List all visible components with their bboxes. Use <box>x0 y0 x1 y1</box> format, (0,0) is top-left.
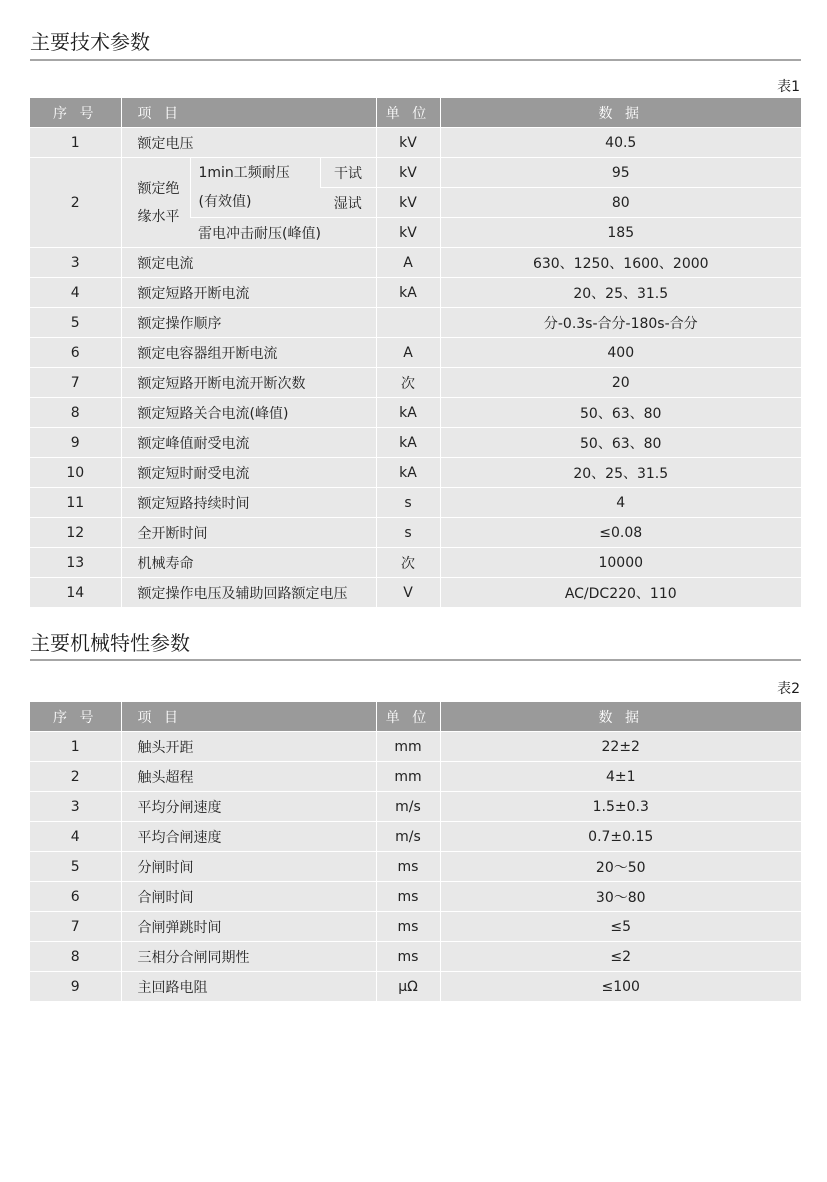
row-unit: kV <box>376 188 440 218</box>
table-row <box>30 128 801 158</box>
row-no: 6 <box>30 882 121 912</box>
row-unit: mm <box>376 762 440 792</box>
row-item-line: 额定绝 <box>137 180 180 197</box>
technical-params-table <box>30 98 801 607</box>
table-row <box>30 942 801 972</box>
row-value: 630、1250、1600、2000 <box>440 248 801 278</box>
row-value: 20、25、31.5 <box>440 278 801 308</box>
row-item: 额定短路开断电流 <box>121 278 376 308</box>
row-unit: s <box>376 518 440 548</box>
row-no: 7 <box>30 368 121 398</box>
row-item: 三相分合闸同期性 <box>121 942 376 972</box>
row-value: 185 <box>440 218 801 248</box>
row-item: 平均合闸速度 <box>121 822 376 852</box>
section-divider <box>30 59 801 61</box>
row-item: 平均分闸速度 <box>121 792 376 822</box>
table-row <box>30 338 801 368</box>
row-unit: kV <box>376 128 440 158</box>
row-value: 50、63、80 <box>440 398 801 428</box>
row-value: 80 <box>440 188 801 218</box>
table-row <box>30 822 801 852</box>
row-unit: 次 <box>376 548 440 578</box>
sub-item-lightning: 雷电冲击耐压(峰值) <box>190 218 376 248</box>
row-value: 40.5 <box>440 128 801 158</box>
sub-item-line: 1min工频耐压 <box>198 164 290 181</box>
row-no: 6 <box>30 338 121 368</box>
section-title-mechanical: 主要机械特性参数 <box>30 631 190 655</box>
row-item: 额定操作顺序 <box>121 308 376 338</box>
row-item: 合闸时间 <box>121 882 376 912</box>
row-unit: kV <box>376 218 440 248</box>
row-no: 7 <box>30 912 121 942</box>
row-no: 1 <box>30 732 121 762</box>
row-unit: mm <box>376 732 440 762</box>
row-unit: A <box>376 338 440 368</box>
table-row <box>30 548 801 578</box>
table-row <box>30 518 801 548</box>
section-divider <box>30 659 801 661</box>
row-value: 10000 <box>440 548 801 578</box>
row-no: 13 <box>30 548 121 578</box>
header-value: 数 据 <box>440 702 801 732</box>
row-value: ≤100 <box>440 972 801 1002</box>
table-row <box>30 458 801 488</box>
table-label: 表2 <box>777 681 800 697</box>
table-row <box>30 882 801 912</box>
row-item-insulation <box>121 158 190 248</box>
sub-item-power-frequency <box>190 158 320 218</box>
table-row <box>30 792 801 822</box>
header-no: 序 号 <box>30 702 121 732</box>
row-value: 分-0.3s-合分-180s-合分 <box>440 308 801 338</box>
row-unit: kA <box>376 398 440 428</box>
table-label: 表1 <box>777 79 800 95</box>
row-item-line: 缘水平 <box>137 208 180 225</box>
row-value: 4±1 <box>440 762 801 792</box>
row-value: 1.5±0.3 <box>440 792 801 822</box>
header-unit: 单 位 <box>376 98 440 128</box>
row-item: 机械寿命 <box>121 548 376 578</box>
row-unit: ms <box>376 852 440 882</box>
row-no: 11 <box>30 488 121 518</box>
row-value: 50、63、80 <box>440 428 801 458</box>
row-unit: μΩ <box>376 972 440 1002</box>
row-value: 20～50 <box>440 852 801 882</box>
row-value: 95 <box>440 158 801 188</box>
row-no: 9 <box>30 428 121 458</box>
row-no: 10 <box>30 458 121 488</box>
row-unit: kA <box>376 278 440 308</box>
row-value: 0.7±0.15 <box>440 822 801 852</box>
table-header-row <box>30 702 801 732</box>
row-value: 4 <box>440 488 801 518</box>
row-unit: ms <box>376 942 440 972</box>
row-item: 额定电压 <box>121 128 376 158</box>
header-item: 项 目 <box>121 702 376 732</box>
row-value: ≤5 <box>440 912 801 942</box>
sub-item-line: (有效值) <box>198 193 252 210</box>
table-row <box>30 578 801 608</box>
row-item: 额定短路开断电流开断次数 <box>121 368 376 398</box>
row-no: 3 <box>30 248 121 278</box>
row-no: 1 <box>30 128 121 158</box>
row-unit: kA <box>376 428 440 458</box>
row-item: 额定短时耐受电流 <box>121 458 376 488</box>
row-value: 30～80 <box>440 882 801 912</box>
row-unit: m/s <box>376 822 440 852</box>
row-no: 4 <box>30 822 121 852</box>
row-item: 触头开距 <box>121 732 376 762</box>
row-no: 14 <box>30 578 121 608</box>
table-row <box>30 158 801 188</box>
row-unit: ms <box>376 912 440 942</box>
row-unit: V <box>376 578 440 608</box>
row-value: 20、25、31.5 <box>440 458 801 488</box>
row-no: 12 <box>30 518 121 548</box>
row-unit: kV <box>376 158 440 188</box>
table-row <box>30 368 801 398</box>
row-value: ≤2 <box>440 942 801 972</box>
row-value: AC/DC220、110 <box>440 578 801 608</box>
row-value: 22±2 <box>440 732 801 762</box>
row-unit: m/s <box>376 792 440 822</box>
row-no: 2 <box>30 762 121 792</box>
sub-condition: 干试 <box>320 158 376 188</box>
row-no: 8 <box>30 398 121 428</box>
row-item: 全开断时间 <box>121 518 376 548</box>
table-row <box>30 488 801 518</box>
header-value: 数 据 <box>440 98 801 128</box>
header-no: 序 号 <box>30 98 121 128</box>
row-item: 分闸时间 <box>121 852 376 882</box>
row-unit: kA <box>376 458 440 488</box>
table-row <box>30 278 801 308</box>
row-item: 主回路电阻 <box>121 972 376 1002</box>
table-row <box>30 732 801 762</box>
table-row <box>30 308 801 338</box>
row-unit: ms <box>376 882 440 912</box>
row-unit: 次 <box>376 368 440 398</box>
row-unit: A <box>376 248 440 278</box>
row-item: 额定操作电压及辅助回路额定电压 <box>121 578 376 608</box>
row-value: ≤0.08 <box>440 518 801 548</box>
row-no: 3 <box>30 792 121 822</box>
row-item: 触头超程 <box>121 762 376 792</box>
row-no: 4 <box>30 278 121 308</box>
row-item: 合闸弹跳时间 <box>121 912 376 942</box>
section-title-technical: 主要技术参数 <box>30 30 150 54</box>
table-row <box>30 398 801 428</box>
table-row <box>30 248 801 278</box>
header-item: 项 目 <box>121 98 376 128</box>
row-item: 额定短路关合电流(峰值) <box>121 398 376 428</box>
row-item: 额定短路持续时间 <box>121 488 376 518</box>
table-row <box>30 852 801 882</box>
row-value: 20 <box>440 368 801 398</box>
row-item: 额定电容器组开断电流 <box>121 338 376 368</box>
row-no: 5 <box>30 852 121 882</box>
row-unit: s <box>376 488 440 518</box>
table-row <box>30 762 801 792</box>
row-no: 8 <box>30 942 121 972</box>
row-value: 400 <box>440 338 801 368</box>
row-no: 9 <box>30 972 121 1002</box>
row-item: 额定电流 <box>121 248 376 278</box>
row-no: 2 <box>30 158 121 248</box>
row-item: 额定峰值耐受电流 <box>121 428 376 458</box>
table-row <box>30 428 801 458</box>
table-row <box>30 912 801 942</box>
table-header-row <box>30 98 801 128</box>
table-row <box>30 972 801 1002</box>
row-unit <box>376 308 440 338</box>
row-no: 5 <box>30 308 121 338</box>
mechanical-params-table <box>30 702 801 1001</box>
header-unit: 单 位 <box>376 702 440 732</box>
sub-condition: 湿试 <box>320 188 376 218</box>
